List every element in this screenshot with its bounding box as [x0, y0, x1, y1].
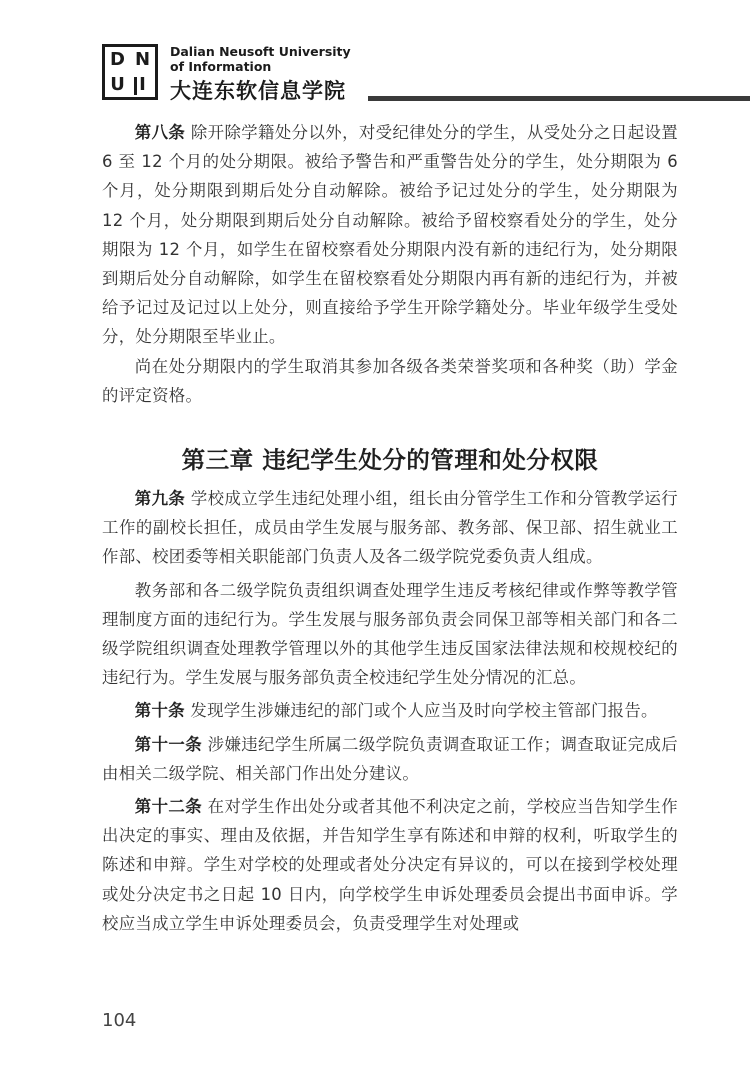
article-9-text: 学校成立学生违纪处理小组，组长由分管学生工作和分管教学运行工作的副校长担任，成员由学生发展与服务部、教务部、保卫部、招生就业工作部、校团委等相关职能部门负责人及各二级学院党委负责人组成。 — [102, 489, 679, 567]
article-8-label: 第八条 — [134, 123, 186, 142]
article-8-text: 除开除学籍处分以外，对受纪律处分的学生，从受处分之日起设置 6 至 12 个月的处分期限。被给予警告和严重警告处分的学生，处分期限为 6 个月，处分期限到期后处分自动解除。被给予记过处分的学生，处分期限为 12 个月，处分期限到期后处分自动解除。被给予留校察看处分的学生，处分期限为 12 个月，如学生在留校察看处分期限内没有新的违纪行为，处分期限到期后处分自动解除，如学生在留校察看处分期限内再有新的违纪行为，并被给予记过及记过以上处分，则直接给予学生开除学籍处分。毕业年级学生受处分，处分期限至毕业止。 — [102, 123, 679, 347]
article-10 — [102, 696, 678, 725]
university-name-en-line1: Dalian Neusoft University — [170, 44, 351, 59]
article-11-text: 涉嫌违纪学生所属二级学院负责调查取证工作；调查取证完成后由相关二级学院、相关部门作出处分建议。 — [102, 734, 678, 783]
page-header — [102, 44, 750, 108]
article-12-text: 在对学生作出处分或者其他不利决定之前，学校应当告知学生作出决定的事实、理由及依据，并告知学生享有陈述和申辩的权利，听取学生的陈述和申辩。学生对学校的处理或者处分决定有异议的，可以在接到学校处理或处分决定书之日起 10 日内，向学校学生申诉处理委员会提出书面申诉。学校应当成立学生申诉处理委员会，负责受理学生对处理或 — [102, 797, 678, 933]
logo-letter-u: U — [110, 73, 125, 95]
article-12-label: 第十二条 — [134, 797, 203, 817]
article-12 — [102, 792, 678, 938]
chapter-3-title: 第三章 违纪学生处分的管理和处分权限 — [181, 446, 599, 475]
page-number: 104 — [102, 1010, 137, 1031]
logo-letter-i: I — [139, 73, 146, 95]
article-10-label: 第十条 — [134, 701, 185, 721]
article-9-paragraph-2: 教务部和各二级学院负责组织调查处理学生违反考核纪律或作弊等教学管理制度方面的违纪行为。学生发展与服务部负责会同保卫部等相关部门和各二级学院组织调查处理教学管理以外的其他学生违反国家法律法规和校规校纪的违纪行为。学生发展与服务部负责全校违纪学生处分情况的汇总。 — [102, 580, 678, 688]
university-name-en — [170, 44, 351, 74]
article-10-text: 发现学生涉嫌违纪的部门或个人应当及时向学校主管部门报告。 — [190, 701, 658, 721]
university-name-cn: 大连东软信息学院 — [170, 79, 346, 103]
university-logo — [102, 44, 158, 100]
article-9-label: 第九条 — [134, 489, 186, 509]
article-8 — [102, 118, 678, 352]
logo-letter-n: N — [134, 48, 151, 70]
article-8-paragraph-2: 尚在处分期限内的学生取消其参加各级各类荣誉奖项和各种奖（助）学金的评定资格。 — [102, 356, 678, 405]
article-11 — [102, 730, 678, 788]
article-11-label: 第十一条 — [134, 734, 203, 754]
university-name-en-line2: of Information — [170, 59, 272, 74]
logo-letter-d: D — [110, 48, 125, 70]
page-body — [102, 118, 678, 938]
header-rule — [368, 96, 750, 101]
article-9 — [102, 484, 678, 572]
logo-divider — [134, 77, 137, 95]
